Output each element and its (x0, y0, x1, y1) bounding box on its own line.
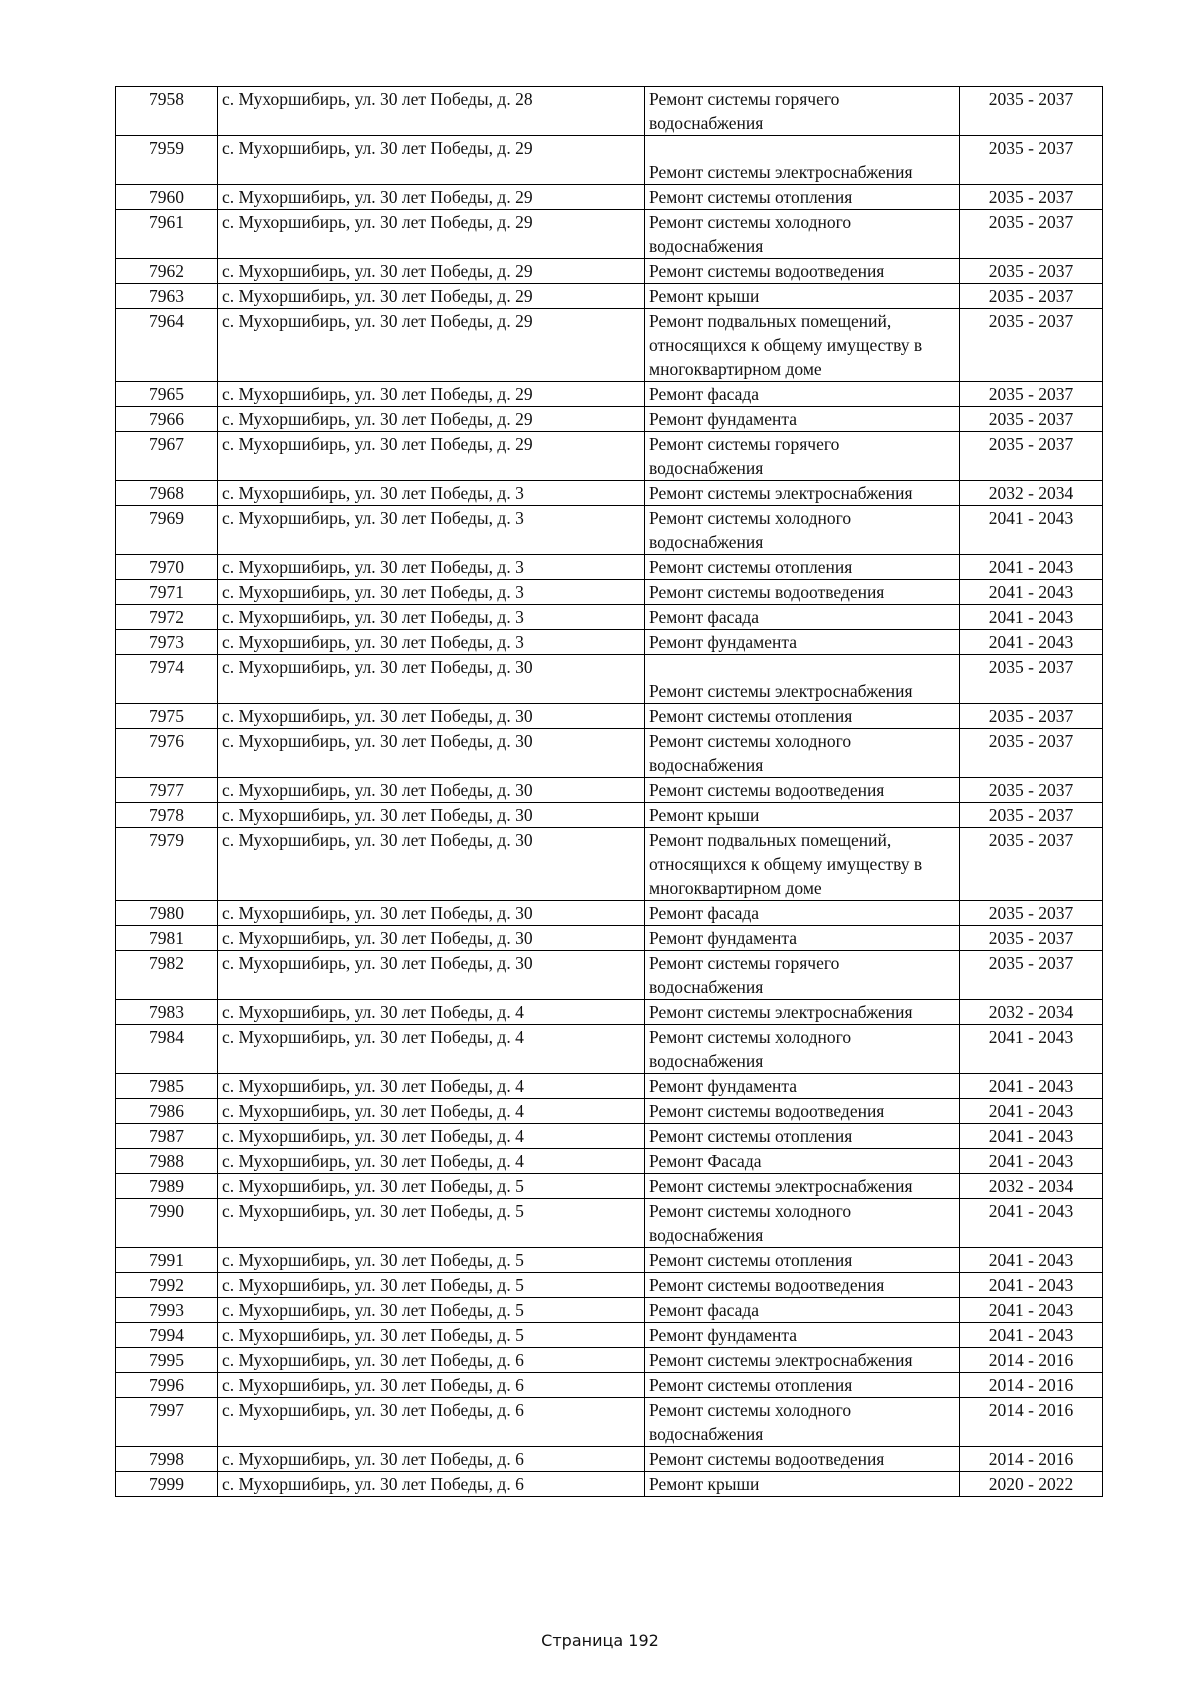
address-cell: с. Мухоршибирь, ул. 30 лет Победы, д. 5 (218, 1298, 645, 1323)
address-cell: с. Мухоршибирь, ул. 30 лет Победы, д. 4 (218, 1025, 645, 1074)
work-type-cell: Ремонт системы водоотведения (645, 1099, 960, 1124)
table-row (116, 704, 1103, 729)
row-number-cell: 7987 (116, 1124, 218, 1149)
row-number-cell: 7989 (116, 1174, 218, 1199)
work-type-cell: Ремонт Фасада (645, 1149, 960, 1174)
address-cell: с. Мухоршибирь, ул. 30 лет Победы, д. 30 (218, 704, 645, 729)
period-cell: 2032 - 2034 (960, 1000, 1103, 1025)
table-row (116, 1000, 1103, 1025)
table-row (116, 481, 1103, 506)
table-row (116, 136, 1103, 185)
row-number-cell: 7980 (116, 901, 218, 926)
address-cell: с. Мухоршибирь, ул. 30 лет Победы, д. 3 (218, 555, 645, 580)
period-cell: 2014 - 2016 (960, 1447, 1103, 1472)
period-cell: 2041 - 2043 (960, 1074, 1103, 1099)
period-cell: 2041 - 2043 (960, 1199, 1103, 1248)
address-cell: с. Мухоршибирь, ул. 30 лет Победы, д. 4 (218, 1099, 645, 1124)
table-row (116, 1373, 1103, 1398)
period-cell: 2041 - 2043 (960, 1323, 1103, 1348)
period-cell: 2032 - 2034 (960, 1174, 1103, 1199)
work-type-cell: Ремонт фундамента (645, 1323, 960, 1348)
address-cell: с. Мухоршибирь, ул. 30 лет Победы, д. 30 (218, 901, 645, 926)
repair-schedule-table (115, 86, 1103, 1497)
row-number-cell: 7983 (116, 1000, 218, 1025)
work-type-cell: Ремонт системы электроснабжения (645, 1000, 960, 1025)
address-cell: с. Мухоршибирь, ул. 30 лет Победы, д. 30 (218, 729, 645, 778)
work-type-cell: Ремонт системы отопления (645, 1124, 960, 1149)
row-number-cell: 7993 (116, 1298, 218, 1323)
row-number-cell: 7963 (116, 284, 218, 309)
table-row (116, 1273, 1103, 1298)
work-type-cell: Ремонт системы горячего водоснабжения (645, 951, 960, 1000)
row-number-cell: 7988 (116, 1149, 218, 1174)
period-cell: 2041 - 2043 (960, 1298, 1103, 1323)
work-type-cell: Ремонт системы горячего водоснабжения (645, 87, 960, 136)
period-cell: 2041 - 2043 (960, 1124, 1103, 1149)
work-type-cell: Ремонт системы водоотведения (645, 778, 960, 803)
row-number-cell: 7974 (116, 655, 218, 704)
table-row (116, 655, 1103, 704)
work-type-cell: Ремонт системы холодного водоснабжения (645, 729, 960, 778)
table-row (116, 309, 1103, 382)
work-type-cell: Ремонт фасада (645, 605, 960, 630)
row-number-cell: 7999 (116, 1472, 218, 1497)
table-row (116, 1447, 1103, 1472)
work-type-cell: Ремонт системы отопления (645, 1248, 960, 1273)
row-number-cell: 7976 (116, 729, 218, 778)
table-row (116, 407, 1103, 432)
table-row (116, 1099, 1103, 1124)
period-cell: 2041 - 2043 (960, 1099, 1103, 1124)
table-row (116, 630, 1103, 655)
row-number-cell: 7997 (116, 1398, 218, 1447)
table-row (116, 185, 1103, 210)
address-cell: с. Мухоршибирь, ул. 30 лет Победы, д. 3 (218, 605, 645, 630)
row-number-cell: 7975 (116, 704, 218, 729)
address-cell: с. Мухоршибирь, ул. 30 лет Победы, д. 29 (218, 210, 645, 259)
table-row (116, 1248, 1103, 1273)
address-cell: с. Мухоршибирь, ул. 30 лет Победы, д. 30 (218, 803, 645, 828)
row-number-cell: 7978 (116, 803, 218, 828)
address-cell: с. Мухоршибирь, ул. 30 лет Победы, д. 29 (218, 259, 645, 284)
address-cell: с. Мухоршибирь, ул. 30 лет Победы, д. 5 (218, 1248, 645, 1273)
table-row (116, 87, 1103, 136)
table-row (116, 1398, 1103, 1447)
period-cell: 2041 - 2043 (960, 1273, 1103, 1298)
row-number-cell: 7971 (116, 580, 218, 605)
work-type-cell: Ремонт фундамента (645, 1074, 960, 1099)
row-number-cell: 7964 (116, 309, 218, 382)
work-type-cell: Ремонт фундамента (645, 926, 960, 951)
address-cell: с. Мухоршибирь, ул. 30 лет Победы, д. 6 (218, 1373, 645, 1398)
work-type-cell: Ремонт фундамента (645, 407, 960, 432)
row-number-cell: 7994 (116, 1323, 218, 1348)
work-type-cell: Ремонт системы электроснабжения (645, 655, 960, 704)
row-number-cell: 7990 (116, 1199, 218, 1248)
address-cell: с. Мухоршибирь, ул. 30 лет Победы, д. 3 (218, 481, 645, 506)
address-cell: с. Мухоршибирь, ул. 30 лет Победы, д. 30 (218, 926, 645, 951)
period-cell: 2035 - 2037 (960, 136, 1103, 185)
work-type-cell: Ремонт системы водоотведения (645, 1447, 960, 1472)
address-cell: с. Мухоршибирь, ул. 30 лет Победы, д. 3 (218, 630, 645, 655)
row-number-cell: 7977 (116, 778, 218, 803)
address-cell: с. Мухоршибирь, ул. 30 лет Победы, д. 4 (218, 1000, 645, 1025)
address-cell: с. Мухоршибирь, ул. 30 лет Победы, д. 6 (218, 1348, 645, 1373)
table-row (116, 1298, 1103, 1323)
period-cell: 2041 - 2043 (960, 630, 1103, 655)
address-cell: с. Мухоршибирь, ул. 30 лет Победы, д. 30 (218, 951, 645, 1000)
row-number-cell: 7996 (116, 1373, 218, 1398)
row-number-cell: 7967 (116, 432, 218, 481)
table-row (116, 284, 1103, 309)
address-cell: с. Мухоршибирь, ул. 30 лет Победы, д. 4 (218, 1149, 645, 1174)
period-cell: 2035 - 2037 (960, 309, 1103, 382)
period-cell: 2035 - 2037 (960, 185, 1103, 210)
period-cell: 2035 - 2037 (960, 704, 1103, 729)
table-row (116, 1124, 1103, 1149)
row-number-cell: 7982 (116, 951, 218, 1000)
address-cell: с. Мухоршибирь, ул. 30 лет Победы, д. 30 (218, 655, 645, 704)
address-cell: с. Мухоршибирь, ул. 30 лет Победы, д. 29 (218, 407, 645, 432)
row-number-cell: 7973 (116, 630, 218, 655)
work-type-cell: Ремонт системы электроснабжения (645, 1348, 960, 1373)
table-row (116, 901, 1103, 926)
table-row (116, 778, 1103, 803)
period-cell: 2035 - 2037 (960, 407, 1103, 432)
row-number-cell: 7960 (116, 185, 218, 210)
work-type-cell: Ремонт крыши (645, 284, 960, 309)
row-number-cell: 7959 (116, 136, 218, 185)
table-row (116, 382, 1103, 407)
row-number-cell: 7970 (116, 555, 218, 580)
work-type-cell: Ремонт системы горячего водоснабжения (645, 432, 960, 481)
work-type-cell: Ремонт фундамента (645, 630, 960, 655)
address-cell: с. Мухоршибирь, ул. 30 лет Победы, д. 4 (218, 1124, 645, 1149)
period-cell: 2041 - 2043 (960, 1248, 1103, 1273)
address-cell: с. Мухоршибирь, ул. 30 лет Победы, д. 28 (218, 87, 645, 136)
period-cell: 2035 - 2037 (960, 259, 1103, 284)
row-number-cell: 7958 (116, 87, 218, 136)
work-type-cell: Ремонт системы водоотведения (645, 1273, 960, 1298)
row-number-cell: 7965 (116, 382, 218, 407)
period-cell: 2035 - 2037 (960, 87, 1103, 136)
address-cell: с. Мухоршибирь, ул. 30 лет Победы, д. 5 (218, 1273, 645, 1298)
address-cell: с. Мухоршибирь, ул. 30 лет Победы, д. 29 (218, 432, 645, 481)
period-cell: 2035 - 2037 (960, 284, 1103, 309)
period-cell: 2041 - 2043 (960, 555, 1103, 580)
work-type-cell: Ремонт крыши (645, 803, 960, 828)
address-cell: с. Мухоршибирь, ул. 30 лет Победы, д. 30 (218, 778, 645, 803)
address-cell: с. Мухоршибирь, ул. 30 лет Победы, д. 5 (218, 1174, 645, 1199)
table-row (116, 605, 1103, 630)
table-row (116, 729, 1103, 778)
address-cell: с. Мухоршибирь, ул. 30 лет Победы, д. 29 (218, 382, 645, 407)
table-row (116, 555, 1103, 580)
address-cell: с. Мухоршибирь, ул. 30 лет Победы, д. 29 (218, 185, 645, 210)
work-type-cell: Ремонт системы холодного водоснабжения (645, 506, 960, 555)
period-cell: 2041 - 2043 (960, 580, 1103, 605)
row-number-cell: 7979 (116, 828, 218, 901)
work-type-cell: Ремонт системы водоотведения (645, 580, 960, 605)
address-cell: с. Мухоршибирь, ул. 30 лет Победы, д. 4 (218, 1074, 645, 1099)
work-type-cell: Ремонт фасада (645, 382, 960, 407)
address-cell: с. Мухоршибирь, ул. 30 лет Победы, д. 5 (218, 1323, 645, 1348)
address-cell: с. Мухоршибирь, ул. 30 лет Победы, д. 6 (218, 1472, 645, 1497)
work-type-cell: Ремонт подвальных помещений, относящихся к общему имуществу в многоквартирном доме (645, 828, 960, 901)
work-type-cell: Ремонт крыши (645, 1472, 960, 1497)
work-type-cell: Ремонт фасада (645, 901, 960, 926)
table-row (116, 1472, 1103, 1497)
work-type-cell: Ремонт фасада (645, 1298, 960, 1323)
address-cell: с. Мухоршибирь, ул. 30 лет Победы, д. 29 (218, 136, 645, 185)
address-cell: с. Мухоршибирь, ул. 30 лет Победы, д. 3 (218, 580, 645, 605)
work-type-cell: Ремонт системы отопления (645, 1373, 960, 1398)
row-number-cell: 7969 (116, 506, 218, 555)
row-number-cell: 7992 (116, 1273, 218, 1298)
table-row (116, 1074, 1103, 1099)
period-cell: 2035 - 2037 (960, 729, 1103, 778)
table-row (116, 1348, 1103, 1373)
period-cell: 2014 - 2016 (960, 1373, 1103, 1398)
period-cell: 2032 - 2034 (960, 481, 1103, 506)
row-number-cell: 7998 (116, 1447, 218, 1472)
period-cell: 2041 - 2043 (960, 605, 1103, 630)
period-cell: 2035 - 2037 (960, 951, 1103, 1000)
row-number-cell: 7981 (116, 926, 218, 951)
period-cell: 2020 - 2022 (960, 1472, 1103, 1497)
period-cell: 2035 - 2037 (960, 926, 1103, 951)
table-row (116, 259, 1103, 284)
table-row (116, 1149, 1103, 1174)
table-row (116, 828, 1103, 901)
row-number-cell: 7966 (116, 407, 218, 432)
period-cell: 2035 - 2037 (960, 778, 1103, 803)
row-number-cell: 7968 (116, 481, 218, 506)
page-number: Страница 192 (541, 1631, 659, 1650)
address-cell: с. Мухоршибирь, ул. 30 лет Победы, д. 6 (218, 1398, 645, 1447)
row-number-cell: 7986 (116, 1099, 218, 1124)
period-cell: 2041 - 2043 (960, 506, 1103, 555)
work-type-cell: Ремонт системы холодного водоснабжения (645, 1398, 960, 1447)
period-cell: 2035 - 2037 (960, 803, 1103, 828)
table-row (116, 1174, 1103, 1199)
work-type-cell: Ремонт системы водоотведения (645, 259, 960, 284)
table-row (116, 210, 1103, 259)
work-type-cell: Ремонт системы холодного водоснабжения (645, 1025, 960, 1074)
table-row (116, 432, 1103, 481)
address-cell: с. Мухоршибирь, ул. 30 лет Победы, д. 29 (218, 309, 645, 382)
table-row (116, 951, 1103, 1000)
address-cell: с. Мухоршибирь, ул. 30 лет Победы, д. 6 (218, 1447, 645, 1472)
work-type-cell: Ремонт системы холодного водоснабжения (645, 1199, 960, 1248)
period-cell: 2035 - 2037 (960, 901, 1103, 926)
table-row (116, 1025, 1103, 1074)
work-type-cell: Ремонт системы электроснабжения (645, 136, 960, 185)
period-cell: 2035 - 2037 (960, 210, 1103, 259)
table-row (116, 926, 1103, 951)
period-cell: 2035 - 2037 (960, 382, 1103, 407)
row-number-cell: 7984 (116, 1025, 218, 1074)
work-type-cell: Ремонт подвальных помещений, относящихся к общему имуществу в многоквартирном доме (645, 309, 960, 382)
work-type-cell: Ремонт системы отопления (645, 185, 960, 210)
table-row (116, 506, 1103, 555)
work-type-cell: Ремонт системы отопления (645, 555, 960, 580)
row-number-cell: 7972 (116, 605, 218, 630)
work-type-cell: Ремонт системы холодного водоснабжения (645, 210, 960, 259)
period-cell: 2041 - 2043 (960, 1149, 1103, 1174)
row-number-cell: 7991 (116, 1248, 218, 1273)
work-type-cell: Ремонт системы отопления (645, 704, 960, 729)
work-type-cell: Ремонт системы электроснабжения (645, 1174, 960, 1199)
period-cell: 2041 - 2043 (960, 1025, 1103, 1074)
period-cell: 2014 - 2016 (960, 1398, 1103, 1447)
period-cell: 2014 - 2016 (960, 1348, 1103, 1373)
address-cell: с. Мухоршибирь, ул. 30 лет Победы, д. 3 (218, 506, 645, 555)
row-number-cell: 7995 (116, 1348, 218, 1373)
period-cell: 2035 - 2037 (960, 432, 1103, 481)
table-row (116, 580, 1103, 605)
period-cell: 2035 - 2037 (960, 655, 1103, 704)
table-row (116, 1323, 1103, 1348)
row-number-cell: 7961 (116, 210, 218, 259)
row-number-cell: 7962 (116, 259, 218, 284)
address-cell: с. Мухоршибирь, ул. 30 лет Победы, д. 29 (218, 284, 645, 309)
address-cell: с. Мухоршибирь, ул. 30 лет Победы, д. 5 (218, 1199, 645, 1248)
work-type-cell: Ремонт системы электроснабжения (645, 481, 960, 506)
table-row (116, 1199, 1103, 1248)
row-number-cell: 7985 (116, 1074, 218, 1099)
table-body (116, 87, 1103, 1497)
table-row (116, 803, 1103, 828)
address-cell: с. Мухоршибирь, ул. 30 лет Победы, д. 30 (218, 828, 645, 901)
period-cell: 2035 - 2037 (960, 828, 1103, 901)
